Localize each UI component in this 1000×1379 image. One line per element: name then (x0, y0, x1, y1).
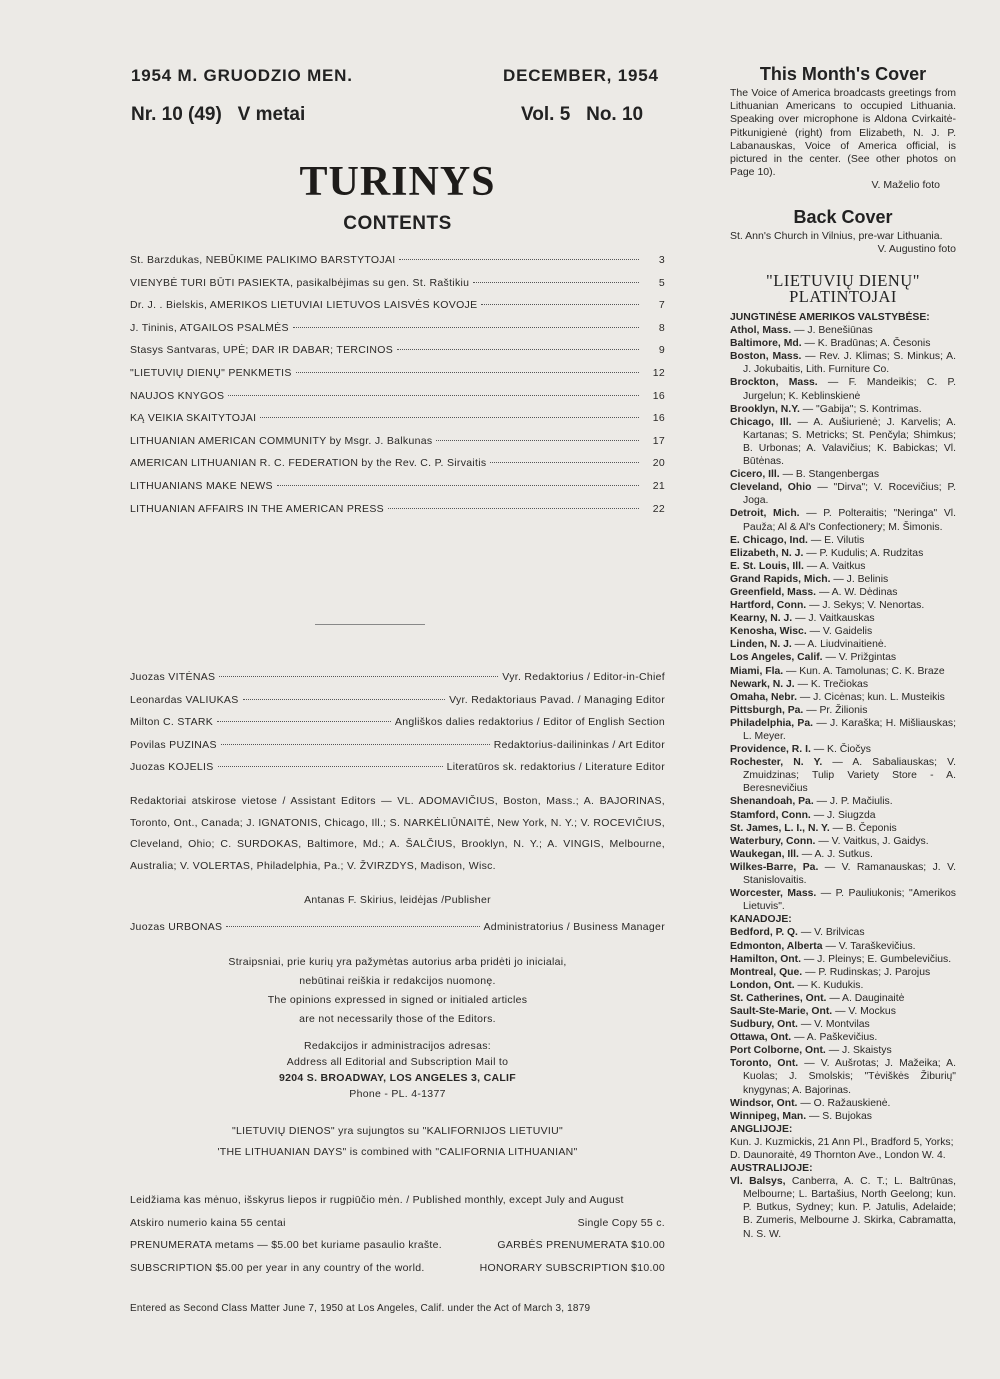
toc-page: 7 (658, 299, 665, 312)
distributor-names: — O. Ražauskienė. (800, 1097, 891, 1109)
pubinfo-row (130, 1217, 665, 1240)
distributor-names: — J. Benešiūnas (794, 325, 873, 337)
distributors-list (730, 311, 956, 1241)
cover-title: This Month's Cover (759, 64, 927, 84)
toc-row (130, 457, 665, 480)
toc-page: 8 (658, 321, 665, 334)
pubinfo-text: GARBĖS PRENUMERATA $10.00 (497, 1239, 665, 1252)
distributor-entry (730, 625, 956, 638)
distributor-names: — J. Pleinys; E. Gumbelevičius. (803, 953, 952, 965)
distributor-entry (730, 651, 956, 664)
distributor-entry (730, 324, 956, 337)
distributor-entry (730, 1031, 956, 1044)
issue-english: Vol. 5 No. 10 (521, 104, 644, 125)
distributor-entry (730, 1005, 956, 1018)
toc-title: Dr. J. . Bielskis, AMERIKOS LIETUVIAI LIETUVOS LAISVĖS KOVOJE (130, 299, 478, 312)
distributor-entry (730, 507, 956, 533)
business-manager (130, 921, 665, 944)
distributor-entry (730, 809, 956, 822)
distributor-names: — A. Sabaliauskas; V. Zmuidzinas; Tulip Variety Store - A. Beresnevičius (743, 757, 956, 795)
distributor-entry (730, 848, 956, 861)
combined-line: "LIETUVIŲ DIENOS" yra sujungtos su "KALIFORNIJOS LIETUVIU" (231, 1125, 564, 1137)
distributor-names: — V. Brilvicas (800, 927, 865, 939)
distributor-names: Kun. J. Kuzmickis, 21 Ann Pl., Bradford 5, Yorks; (730, 1136, 954, 1148)
distributor-names: — A. Dauginaitė (829, 992, 905, 1004)
toc-page: 9 (658, 344, 665, 357)
distributor-city: Brooklyn, N.Y. (730, 403, 800, 415)
toc-page: 21 (652, 479, 665, 492)
toc-page: 12 (652, 366, 665, 379)
combined-notice (130, 1121, 665, 1163)
date-lithuanian: 1954 M. GRUODZIO MEN. (131, 66, 353, 85)
page-subtitle: CONTENTS (343, 213, 452, 234)
distributor-entry (730, 337, 956, 350)
toc-title: NAUJOS KNYGOS (130, 389, 225, 402)
distributor-names: — J. Karaška; H. Mišliauskas; L. Meyer. (743, 717, 956, 742)
back-cover-text: St. Ann's Church in Vilnius, pre-war Lithuania. (730, 230, 943, 242)
distributor-city: Detroit, Mich. (730, 508, 800, 520)
distributor-names: — Pr. Žilionis (806, 704, 868, 716)
distributor-names: D. Daunoraitė, 49 Thornton Ave., London W. 4. (730, 1150, 946, 1161)
leader-dots (388, 508, 639, 509)
distributor-names: — K. Čiočys (813, 744, 871, 756)
distributor-entry (730, 1175, 956, 1240)
distributor-city: Philadelphia, Pa. (730, 717, 813, 729)
distributor-city: Edmonton, Alberta (730, 940, 823, 952)
distributor-names: — P. Rudinskas; J. Parojus (805, 966, 931, 978)
distributor-entry (730, 822, 956, 835)
distributor-names: — F. Mandeikis; C. P. Jurgelun; K. Keblinskienė (743, 377, 956, 402)
distributor-city: Providence, R. I. (730, 744, 811, 756)
distributor-city: Shenandoah, Pa. (730, 796, 814, 808)
distributor-entry (730, 586, 956, 599)
leader-dots (219, 676, 498, 677)
distributor-entry (730, 743, 956, 756)
distributor-city: St. Catherines, Ont. (730, 992, 827, 1004)
toc-row (130, 480, 665, 503)
distributor-names: — A. Aušiurienė; J. Karvelis; A. Kartanas; S. Metricks; St. Penčyla; Shimkus; B. Urbonas; A. Valavičius; K. Babickas; Vl. Būtėnas. (743, 416, 957, 468)
distributor-names: — V. Aušrotas; J. Mažeika; A. Kuolas; J. Smolskis; "Tėviškės Žiburių" knygynas; A. Bajorinas. (743, 1058, 956, 1096)
distributor-names: — J. P. Mačiulis. (816, 796, 893, 808)
pubinfo-text: Leidžiama kas mėnuo, išskyrus liepos ir rugpiūčio mėn. / Published monthly, except July and August (130, 1194, 624, 1206)
distributor-city: Pittsburgh, Pa. (730, 704, 804, 716)
staff-role: Angliškos dalies redaktorius / Editor of English Section (394, 716, 665, 729)
distributor-city: E. St. Louis, Ill. (730, 560, 804, 572)
distributor-entry (730, 992, 956, 1005)
distributor-entry (730, 560, 956, 573)
distributor-city: Brockton, Mass. (730, 377, 818, 389)
distributor-city: St. James, L. I., N. Y. (730, 822, 830, 834)
business-name: Juozas URBONAS (130, 921, 223, 933)
staff-name: Juozas VITĖNAS (130, 671, 216, 683)
distributor-names: — "Dirva"; V. Rocevičius; P. Joga. (743, 482, 956, 507)
distributors-region-heading: KANADOJE: (730, 914, 792, 926)
distributors-region-heading: AUSTRALIJOJE: (730, 1163, 813, 1175)
toc-title: KĄ VEIKIA SKAITYTOJAI (130, 412, 257, 425)
toc-row (130, 435, 665, 458)
distributors-title-line: PLATINTOJAI (789, 287, 897, 306)
distributor-city: Cleveland, Ohio (730, 482, 812, 494)
toc-page: 3 (658, 254, 665, 266)
distributor-entry (730, 691, 956, 704)
distributor-entry (730, 795, 956, 808)
leader-dots (277, 485, 639, 486)
staff-row (130, 716, 665, 739)
distributor-city: Chicago, Ill. (730, 416, 792, 428)
distributor-entry (730, 953, 956, 966)
distributor-city: Miami, Fla. (730, 665, 784, 677)
distributor-entry (730, 350, 956, 376)
leader-dots (243, 699, 446, 700)
distributor-names: — K. Trečiokas (797, 678, 869, 690)
distributor-names: — J. Cicėnas; kun. L. Musteikis (799, 691, 945, 703)
distributor-entry (730, 403, 956, 416)
staff-name: Juozas KOJELIS (130, 761, 214, 774)
distributor-entry (730, 376, 956, 402)
staff-list (130, 671, 665, 784)
distributor-names: — V. Gaidelis (809, 626, 873, 638)
address-line: Phone - PL. 4-1377 (349, 1088, 446, 1100)
distributor-entry (730, 573, 956, 586)
combined-line: 'THE LITHUANIAN DAYS" is combined with "CALIFORNIA LITHUANIAN" (217, 1146, 578, 1158)
staff-row (130, 739, 665, 762)
distributor-city: Kenosha, Wisc. (730, 626, 807, 638)
toc-row (130, 322, 665, 345)
toc-row (130, 390, 665, 413)
table-of-contents (130, 254, 665, 525)
toc-row (130, 367, 665, 390)
distributor-city: Waukegan, Ill. (730, 848, 799, 860)
toc-row (130, 299, 665, 322)
distributor-city: Greenfield, Mass. (730, 586, 817, 598)
pubinfo-text: HONORARY SUBSCRIPTION $10.00 (479, 1261, 665, 1274)
distributor-city: Athol, Mass. (730, 325, 792, 337)
distributor-entry (730, 756, 956, 795)
back-cover-caption (730, 230, 956, 256)
toc-title: St. Barzdukas, NEBŪKIME PALIKIMO BARSTYTOJAI (130, 254, 396, 266)
distributor-entry (730, 1097, 956, 1110)
leader-dots (293, 327, 639, 328)
leader-dots (399, 259, 639, 260)
distributor-names: — P. Kudulis; A. Rudzitas (806, 547, 924, 559)
distributor-entry (730, 638, 956, 651)
distributor-city: Cicero, Ill. (730, 469, 780, 481)
page-title: TURINYS (299, 159, 496, 205)
distributor-entry (730, 547, 956, 560)
distributor-city: Linden, N. J. (730, 639, 792, 651)
leader-dots (218, 766, 443, 767)
distributor-names: — B. Stangenbergas (782, 469, 880, 481)
distributor-city: Vl. Balsys, (730, 1176, 786, 1188)
leader-dots (397, 349, 639, 350)
distributor-city: Toronto, Ont. (730, 1058, 799, 1070)
distributor-city: Elizabeth, N. J. (730, 547, 804, 559)
toc-title: J. Tininis, ATGAILOS PSALMĖS (130, 321, 289, 334)
assistant-editors: Redaktoriai atskirose vietose / Assistant Editors — VL. ADOMAVIČIUS, Boston, Mass.; A. BAJORINAS, Toronto, Ont., Canada; J. IGNATONIS, Chicago, Ill.; S. NARKĖLIŪNAITĖ, New York, N. Y.; V. ROCEVIČIUS, Cleveland, Ohio; C. SURDOKAS, Baltimore, Md.; A. ŠALČIUS, Brooklyn, N. Y.; A. VINGIS, Melbourne, Australia; V. VOLERTAS, Philadelphia, Pa.; V. ŽVIRZDYS, Madison, Wisc. (130, 795, 665, 872)
pubinfo-text: PRENUMERATA metams — $5.00 bet kuriame pasaulio krašte. (130, 1239, 442, 1252)
entered-notice: Entered as Second Class Matter June 7, 1950 at Los Angeles, Calif. under the Act of March 3, 1879 (130, 1303, 591, 1314)
distributor-city: Hamilton, Ont. (730, 953, 801, 965)
distributor-city: London, Ont. (730, 979, 795, 991)
distributor-entry (730, 665, 956, 678)
distributor-entry (730, 678, 956, 691)
pubinfo-text: SUBSCRIPTION $5.00 per year in any country of the world. (130, 1261, 425, 1274)
distributor-names: — A. W. Dėdinas (818, 586, 898, 598)
distributor-entry (730, 887, 956, 913)
leader-dots (473, 282, 639, 283)
leader-dots (260, 417, 639, 418)
toc-page: 22 (652, 502, 665, 515)
distributor-names: — S. Bujokas (809, 1110, 872, 1122)
cover-text: The Voice of America broadcasts greetings from Lithuanian Americans to occupied Lithuania. Speaking over microphone is Aldona Cvirkaitė-Pitkunigienė (right) from Elizabeth, N. J. P. Labanauskas, Voice of America official, is pictured in the center. (See other photos on Page 10). (730, 87, 956, 179)
disclaimer-line: nebūtinai reiškia ir redakcijos nuomonę. (299, 975, 496, 987)
distributor-city: Montreal, Que. (730, 966, 803, 978)
disclaimer-line: are not necessarily those of the Editors. (299, 1013, 496, 1025)
toc-row (130, 344, 665, 367)
distributor-entry (730, 481, 956, 507)
distributors-region-heading: JUNGTINĖSE AMERIKOS VALSTYBĖSE: (730, 312, 930, 323)
distributor-entry (730, 717, 956, 743)
business-role: Administratorius / Business Manager (483, 921, 665, 933)
distributor-names: — Rev. J. Klimas; S. Minkus; A. J. Jokubaitis, Lith. Furniture Co. (743, 351, 957, 376)
distributor-entry (730, 534, 956, 547)
toc-title: AMERICAN LITHUANIAN R. C. FEDERATION by the Rev. C. P. Sirvaitis (130, 457, 487, 470)
distributor-entry (730, 966, 956, 979)
distributor-entry (730, 416, 956, 468)
distributor-entry (730, 835, 956, 848)
distributor-city: Worcester, Mass. (730, 888, 817, 900)
leader-dots (226, 926, 479, 927)
distributor-names: — J. Belinis (833, 573, 889, 585)
toc-page: 20 (652, 457, 665, 470)
toc-title: Stasys Santvaras, UPĖ; DAR IR DABAR; TERCINOS (130, 344, 394, 357)
disclaimer-english (130, 991, 665, 1029)
distributor-names: — J. Sekys; V. Nenortas. (809, 600, 925, 612)
editorial-address (130, 1038, 665, 1102)
distributors-title-line: "LIETUVIŲ DIENŲ" (766, 271, 920, 290)
distributor-names: — "Gabija"; S. Kontrimas. (802, 403, 922, 415)
leader-dots (296, 372, 639, 373)
distributor-city: Grand Rapids, Mich. (730, 573, 831, 585)
distributor-entry (730, 1018, 956, 1031)
disclaimer-line: The opinions expressed in signed or initialed articles (267, 994, 528, 1006)
distributor-names: — V. Vaitkus, J. Gaidys. (818, 835, 929, 847)
cover-credit: V. Maželio foto (871, 179, 940, 192)
distributor-names: — E. Vilutis (810, 534, 865, 546)
toc-row (130, 503, 665, 526)
distributor-city: Ottawa, Ont. (730, 1032, 792, 1044)
staff-role: Vyr. Redaktorius / Editor-in-Chief (502, 671, 665, 683)
distributor-names: — A. J. Sutkus. (801, 848, 873, 860)
toc-title: LITHUANIAN AMERICAN COMMUNITY by Msgr. J. Balkunas (130, 434, 433, 447)
toc-page: 5 (658, 276, 665, 289)
staff-name: Povilas PUZINAS (130, 738, 217, 751)
distributor-names: — J. Skaistys (828, 1045, 892, 1057)
distributor-names: — A. Vaitkus (806, 560, 866, 572)
distributor-entry (730, 861, 956, 887)
toc-row (130, 412, 665, 435)
distributor-names: — B. Čeponis (832, 822, 897, 834)
distributor-city: Waterbury, Conn. (730, 835, 816, 847)
distributor-entry (730, 940, 956, 953)
distributor-entry (730, 704, 956, 717)
toc-row (130, 254, 665, 277)
cover-caption (730, 87, 956, 193)
staff-row (130, 671, 665, 694)
leader-dots (217, 721, 391, 722)
distributor-names: — Kun. A. Tamolunas; C. K. Braze (786, 665, 945, 677)
publisher-line: Antanas F. Skirius, leidėjas /Publisher (304, 894, 491, 906)
distributors-title (728, 273, 958, 305)
disclaimer-line: Straipsniai, prie kurių yra pažymėtas autorius arba pridėti jo inicialai, (228, 956, 567, 968)
distributor-names: — P. Pauliukonis; "Amerikos Lietuvis". (743, 888, 957, 913)
toc-title: LITHUANIAN AFFAIRS IN THE AMERICAN PRESS (130, 502, 384, 515)
staff-row (130, 694, 665, 717)
distributor-entry (730, 612, 956, 625)
distributor-city: Port Colborne, Ont. (730, 1045, 826, 1057)
distributor-names: — V. Taraškevičius. (825, 940, 916, 952)
distributor-city: Newark, N. J. (730, 678, 795, 690)
publication-info (130, 1194, 665, 1284)
distributor-city: Stamford, Conn. (730, 809, 811, 821)
distributor-names: Canberra, A. C. T.; L. Baltrūnas, Melbourne; L. Bartašius, North Geelong; kun. P. Butkus, Sydney; kun. P. Jatulis, Adelaide; B. Zumeris, Melbourne J. Skirka, Cabramatta, N. S. W. (743, 1176, 956, 1240)
distributor-entry (730, 1110, 956, 1123)
distributor-names: — J. Vaitkauskas (795, 613, 875, 625)
distributor-city: Sudbury, Ont. (730, 1019, 798, 1031)
date-english: DECEMBER, 1954 (503, 66, 659, 85)
pubinfo-row (130, 1194, 665, 1217)
toc-title: VIENYBĖ TURI BŪTI PASIEKTA, pasikalbėjimas su gen. St. Raštikiu (130, 276, 470, 289)
distributor-entry (730, 1057, 956, 1096)
toc-row (130, 277, 665, 300)
distributor-names: — V. Montvilas (800, 1019, 870, 1031)
staff-name: Leonardas VALIUKAS (130, 693, 239, 706)
distributor-entry (730, 1149, 956, 1162)
leader-dots (228, 395, 639, 396)
distributor-names: — K. Kudukis. (797, 979, 864, 991)
distributor-city: Winnipeg, Man. (730, 1110, 807, 1122)
pubinfo-row (130, 1239, 665, 1262)
distributor-entry (730, 599, 956, 612)
distributor-city: Windsor, Ont. (730, 1097, 798, 1109)
distributor-entry (730, 979, 956, 992)
staff-role: Literatūros sk. redaktorius / Literature Editor (446, 761, 665, 774)
toc-page: 16 (652, 389, 665, 402)
distributor-names: — P. Polteraitis; "Neringa" Vl. Pauža; Al & Al's Confectionery; M. Šimonis. (743, 508, 956, 533)
distributor-city: Kearny, N. J. (730, 613, 793, 625)
leader-dots (490, 462, 639, 463)
toc-page: 16 (652, 412, 665, 425)
leader-dots (481, 304, 639, 305)
staff-name: Milton C. STARK (130, 716, 214, 729)
toc-title: LITHUANIANS MAKE NEWS (130, 479, 273, 492)
distributor-names: — A. Paškevičius. (794, 1032, 878, 1044)
distributor-names: — J. Siugzda (813, 809, 876, 821)
distributor-city: Los Angeles, Calif. (730, 652, 823, 664)
distributor-names: — V. Mockus (835, 1005, 896, 1017)
pubinfo-text: Single Copy 55 c. (577, 1216, 665, 1229)
distributor-city: Boston, Mass. (730, 351, 802, 363)
distributor-city: E. Chicago, Ind. (730, 534, 808, 546)
distributor-entry (730, 1136, 956, 1149)
distributor-entry (730, 468, 956, 481)
distributor-city: Bedford, P. Q. (730, 927, 798, 939)
distributor-city: Rochester, N. Y. (730, 757, 823, 769)
staff-row (130, 761, 665, 784)
distributor-names: — A. Liudvinaitienė. (794, 639, 887, 651)
leader-dots (221, 744, 490, 745)
back-cover-title: Back Cover (793, 207, 893, 227)
distributor-city: Baltimore, Md. (730, 338, 802, 350)
distributor-city: Wilkes-Barre, Pa. (730, 861, 819, 873)
back-cover-credit: V. Augustino foto (877, 243, 956, 256)
distributor-names: — V. Prižgintas (825, 652, 897, 664)
disclaimer-lithuanian (130, 953, 665, 991)
divider (315, 624, 425, 625)
address-line: Redakcijos ir administracijos adresas: (303, 1040, 492, 1052)
address-line: 9204 S. BROADWAY, LOS ANGELES 3, CALIF (278, 1072, 516, 1084)
staff-role: Redaktorius-dailininkas / Art Editor (493, 738, 665, 751)
staff-role: Vyr. Redaktoriaus Pavad. / Managing Editor (449, 693, 665, 706)
leader-dots (436, 440, 639, 441)
distributor-names: — K. Bradūnas; A. Česonis (804, 338, 931, 350)
distributor-city: Hartford, Conn. (730, 600, 807, 612)
toc-title: "LIETUVIŲ DIENŲ" PENKMETIS (130, 366, 292, 379)
distributor-city: Sault-Ste-Marie, Ont. (730, 1005, 833, 1017)
pubinfo-row (130, 1262, 665, 1285)
toc-page: 17 (652, 434, 665, 447)
distributors-region-heading: ANGLIJOJE: (730, 1123, 793, 1135)
issue-lithuanian: Nr. 10 (49) V metai (131, 104, 306, 125)
distributor-entry (730, 1044, 956, 1057)
address-line: Address all Editorial and Subscription Mail to (286, 1056, 509, 1068)
distributor-entry (730, 926, 956, 939)
distributor-city: Omaha, Nebr. (730, 691, 797, 703)
pubinfo-text: Atskiro numerio kaina 55 centai (130, 1216, 286, 1229)
distributor-names: — V. Ramanauskas; J. V. Stanislovaitis. (743, 861, 956, 887)
